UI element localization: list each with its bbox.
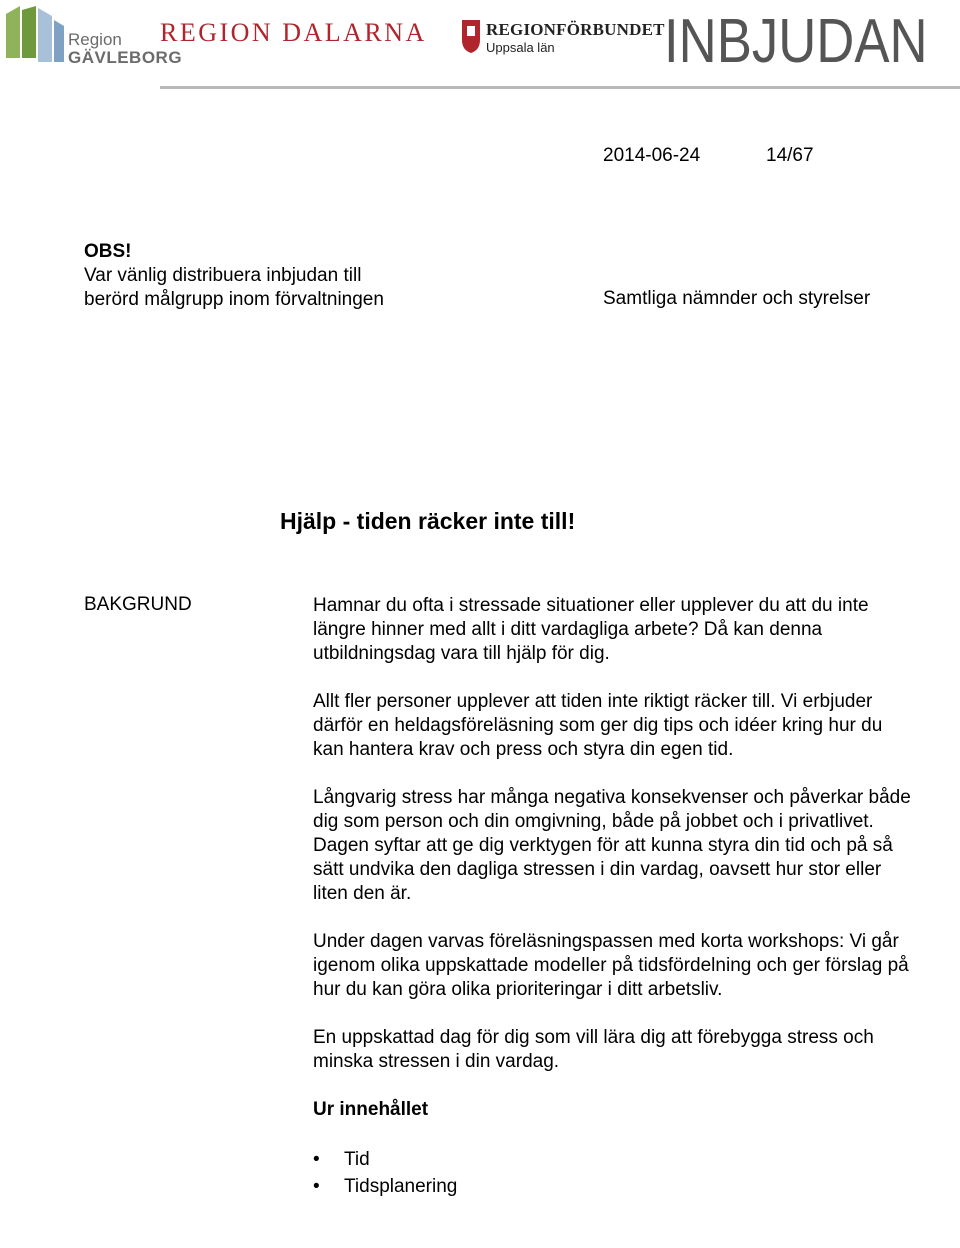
region-dalarna-logo: REGION DALARNA [160, 18, 427, 47]
list-item-text: Tidsplanering [344, 1176, 458, 1197]
paragraph: Långvarig stress har många negativa konsekvenser och påverkar både dig som person och din omgivning, både på jobbet och i privatlivet. Dagen syftar att ge dig verktygen för att kunna styra din tid och på så sätt undvika den dagliga stressen i din vardag, oavsett hur stor eller liten den är. [313, 787, 911, 904]
recipients: Samtliga nämnder och styrelser [603, 288, 871, 309]
region-gavleborg-mark-icon [6, 6, 64, 62]
header-divider [160, 86, 960, 89]
obs-line-2: berörd målgrupp inom förvaltningen [84, 289, 384, 310]
region-gavleborg-logo [6, 6, 183, 67]
logo-text-uppsala: Uppsala län [486, 40, 555, 55]
regionforbundet-shield-icon [460, 18, 482, 54]
letterhead [0, 0, 960, 90]
document-title: Hjälp - tiden räcker inte till! [280, 508, 576, 534]
list-item [313, 1173, 913, 1200]
paragraph: Under dagen varvas föreläsningspassen med korta workshops: Vi går igenom olika uppskattade modeller på tidsfördelning och ger förslag på hur du kan göra olika prioriteringar i ditt arbetsliv. [313, 931, 909, 1000]
obs-line-1: Var vänlig distribuera inbjudan till [84, 265, 362, 286]
contents-heading: Ur innehållet [313, 1099, 429, 1120]
page-number: 14/67 [766, 145, 814, 166]
regionforbundet-logo [460, 18, 665, 58]
logo-text-gavleborg: GÄVLEBORG [68, 48, 183, 67]
list-item-text: Tid [344, 1149, 370, 1170]
paragraph: En uppskattad dag för dig som vill lära dig att förebygga stress och minska stressen i din vardag. [313, 1027, 874, 1072]
logo-text-regionforbundet: REGIONFÖRBUNDET [486, 20, 665, 39]
bullet-icon: • [313, 1176, 320, 1197]
list-item [313, 1146, 913, 1173]
document-type-title: INBJUDAN [664, 7, 928, 76]
obs-heading: OBS! [84, 241, 132, 262]
document-date: 2014-06-24 [603, 145, 701, 166]
bullet-icon: • [313, 1149, 320, 1170]
paragraph: Hamnar du ofta i stressade situationer eller upplever du att du inte längre hinner med allt i ditt vardagliga arbete? Då kan denna utbildningsdag vara till hjälp för dig. [313, 595, 869, 664]
contents-list [313, 1146, 913, 1200]
logo-text-region: Region [68, 30, 122, 49]
distribution-note [84, 240, 384, 312]
section-label-background: BAKGRUND [84, 594, 192, 615]
paragraph: Allt fler personer upplever att tiden inte riktigt räcker till. Vi erbjuder därför en heldagsföreläsning som ger dig tips och idéer kring hur du kan hantera krav och press och styra din egen tid. [313, 691, 883, 760]
body-text [313, 594, 913, 1200]
